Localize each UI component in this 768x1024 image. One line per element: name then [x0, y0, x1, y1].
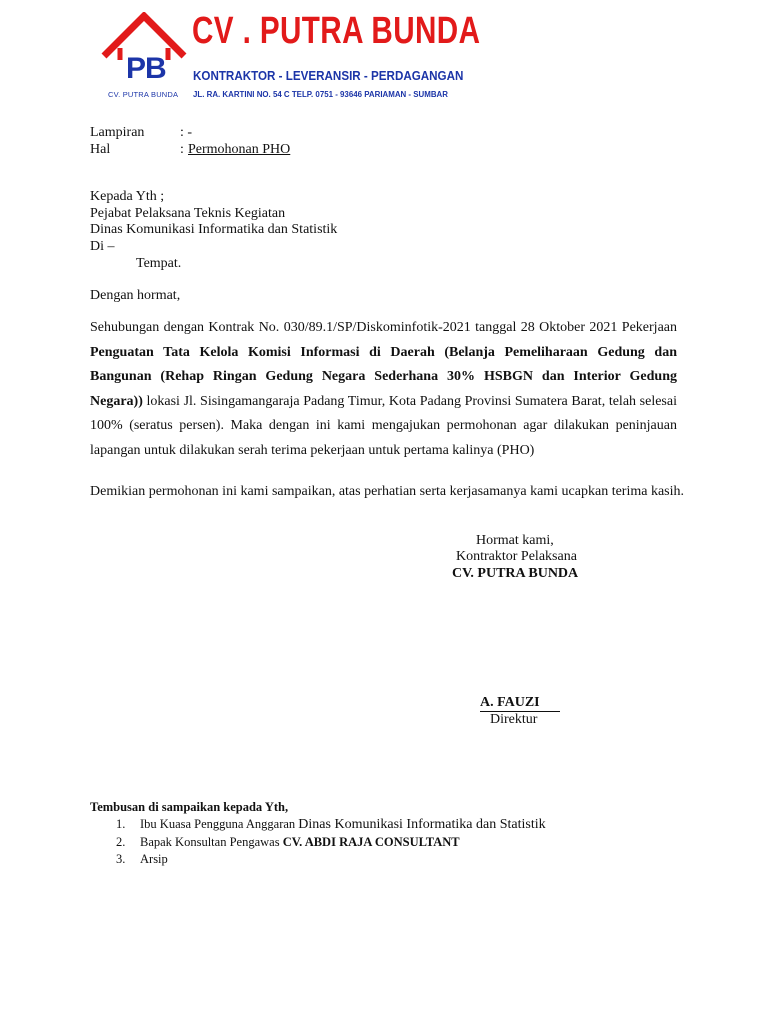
company-tagline: KONTRAKTOR - LEVERANSIR - PERDAGANGAN [193, 69, 464, 83]
lampiran-label: Lampiran [90, 125, 145, 140]
company-name: CV . PUTRA BUNDA [192, 10, 481, 52]
p1-start: Sehubungan dengan Kontrak No. 030/89.1/SP/Diskominfotik-2021 tanggal 28 Oktober 2021 Pekerjaan [90, 320, 677, 335]
cc-prefix: Ibu Kuasa Pengguna Anggaran [140, 817, 299, 831]
cc-number: 2. [116, 834, 126, 849]
body-paragraph-1 [90, 316, 677, 463]
hal-colon: : [180, 142, 184, 157]
signature-closing: Hormat kami, [476, 533, 554, 548]
recipient-line-4: Di – [90, 239, 115, 254]
hal-value: Permohonan PHO [188, 142, 291, 157]
company-logo [100, 12, 190, 104]
company-address: JL. RA. KARTINI NO. 54 C TELP. 0751 - 93646 PARIAMAN - SUMBAR [193, 89, 448, 99]
cc-number: 3. [116, 852, 126, 866]
signature-company: CV. PUTRA BUNDA [452, 566, 579, 581]
recipient-line-3: Dinas Komunikasi Informatika dan Statistik [90, 222, 338, 237]
cc-main: Dinas Komunikasi Informatika dan Statistik [298, 817, 546, 832]
signature-role: Kontraktor Pelaksana [456, 549, 577, 564]
cc-main: CV. ABDI RAJA CONSULTANT [282, 834, 460, 849]
cc-text [140, 851, 168, 869]
recipient-line-1: Kepada Yth ; [90, 189, 165, 204]
greeting: Dengan hormat, [90, 288, 181, 303]
p1-bold-project-name: Penguatan Tata Kelola Komisi Informasi di Daerah (Belanja Pemeliharaan Gedung dan Bangunan (Rehap Ringan Gedung Negara Sederhana 30% HSBGN dan Interior Gedung Negara)) [90, 344, 677, 409]
p1-end: lokasi Jl. Sisingamangaraja Padang Timur, Kota Padang Provinsi Sumatera Barat, telah selesai 100% (seratus persen). Maka dengan ini kami mengajukan permohonan agar dilakukan peninjauan lapangan untuk dilakukan serah terima pekerjaan untuk pertama kalinya (PHO) [90, 393, 677, 458]
recipient-line-2: Pejabat Pelaksana Teknis Kegiatan [90, 206, 286, 221]
hal-label: Hal [90, 142, 111, 157]
cc-prefix: Bapak Konsultan Pengawas [140, 834, 283, 849]
logo-caption: CV. PUTRA BUNDA [108, 90, 179, 99]
signature-title: Direktur [490, 712, 538, 727]
logo-initials: PB [126, 52, 166, 85]
cc-text [140, 834, 460, 852]
signature-name: A. FAUZI [480, 695, 560, 712]
recipient-line-5: Tempat. [136, 256, 182, 271]
cc-prefix: Arsip [140, 852, 168, 866]
cc-text [140, 816, 546, 834]
cc-number: 1. [116, 817, 126, 831]
body-paragraph-2: Demikian permohonan ini kami sampaikan, atas perhatian serta kerjasamanya kami ucapkan terima kasih. [90, 484, 685, 499]
cc-heading: Tembusan di sampaikan kepada Yth, [90, 800, 289, 814]
lampiran-value: : - [180, 125, 193, 140]
